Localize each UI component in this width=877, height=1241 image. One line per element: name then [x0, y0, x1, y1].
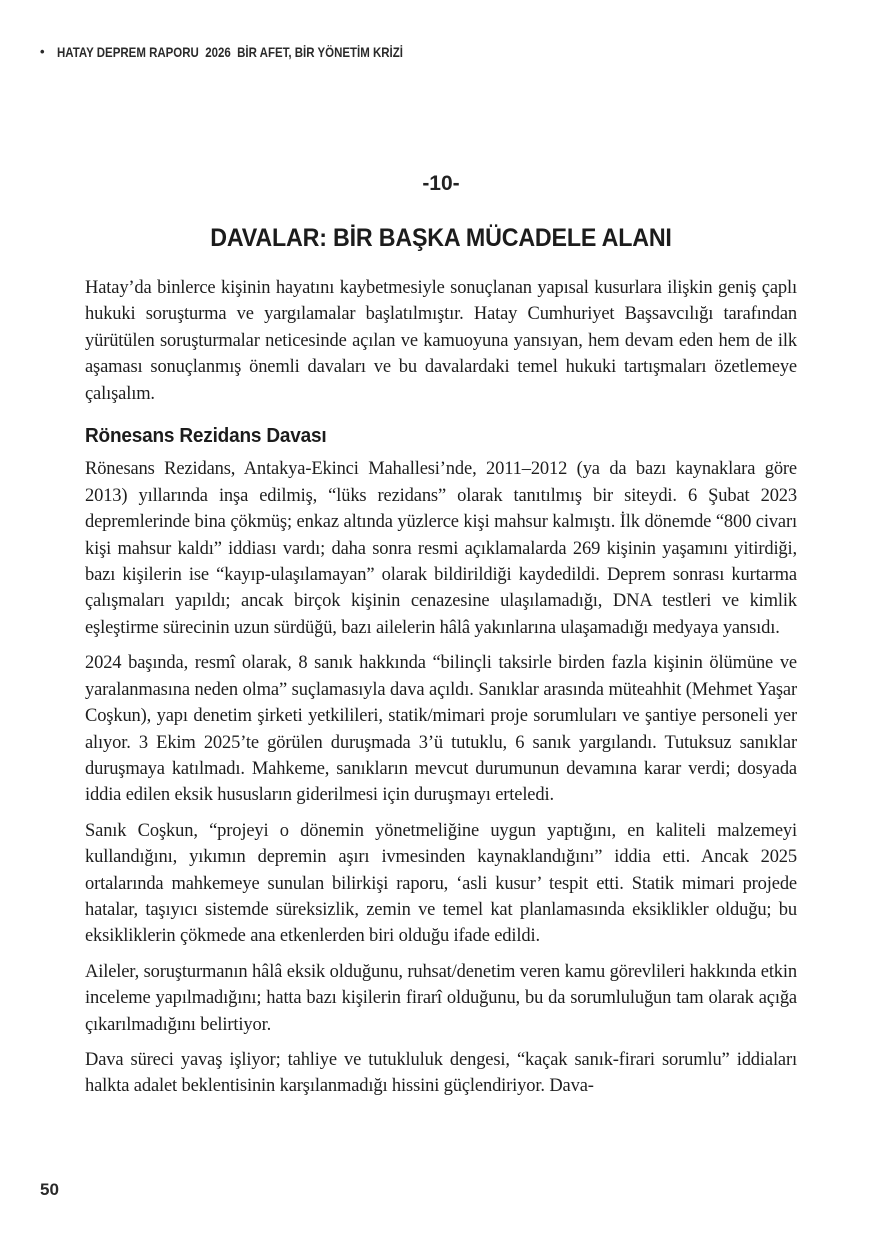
page-number: 50 — [40, 1180, 59, 1199]
page-body — [85, 172, 797, 1100]
running-header-title: HATAY DEPREM RAPORU 2026 BİR AFET, BİR YÖNETİM KRİZİ — [56, 44, 403, 60]
paragraph: Rönesans Rezidans, Antakya-Ekinci Mahallesi’nde, 2011–2012 (ya da bazı kaynaklara göre 2013) yıllarında inşa edilmiş, “lüks rezidans” olarak tanıtılmış bir siteydi. 6 Şubat 2023 depremlerinde bina çökmüş; enkaz altında yüzlerce kişi mahsur kalmıştı. İlk dönemde “800 civarı kişi mahsur kaldı” iddiası vardı; daha sonra resmi açıklamalarda 269 kişinin yaşamını yitirdiği, bazı kişilerin ise “kayıp-ulaşılamayan” olarak bildirildiği kaydedildi. Deprem sonrası kurtarma çalışmaları yapıldı; ancak birçok kişinin cenazesine ulaşılamadığı, DNA testleri ve kimlik eşleştirme sürecinin uzun sürdüğü, bazı ailelerin hâlâ yakınlarına ulaşamadığı medyaya yansıdı. — [85, 459, 797, 638]
chapter-title: DAVALAR: BİR BAŞKA MÜCADELE ALANI — [210, 224, 672, 252]
section-subheading: Rönesans Rezidans Davası — [85, 425, 327, 448]
running-header — [40, 44, 795, 60]
paragraph: 2024 başında, resmî olarak, 8 sanık hakkında “bilinçli taksirle birden fazla kişinin ölümüne ve yaralanmasına neden olma” suçlamasıyla dava açıldı. Sanıklar arasında müteahhit (Mehmet Yaşar Coşkun), yapı denetim şirketi yetkilileri, statik/mimari proje sorumluları ve şantiye personeli yer alıyor. 3 Ekim 2025’te görülen duruşmada 3’ü tutuklu, 6 sanık yargılandı. Tutuksuz sanıklar duruşmaya katılmadı. Mahkeme, sanıkların mevcut durumunun devamına karar verdi; dosyada iddia edilen eksik hususların giderilmesi için duruşmayı erteledi. — [85, 653, 797, 806]
paragraph: Aileler, soruşturmanın hâlâ eksik olduğunu, ruhsat/denetim veren kamu görevlileri hakkında etkin inceleme yapılmadığını; hatta bazı kişilerin firarî olduğunu, bu da sorumluluğun tam olarak açığa çıkarılmadığını belirtiyor. — [85, 961, 797, 1035]
paragraph: Dava süreci yavaş işliyor; tahliye ve tutukluluk dengesi, “kaçak sanık-firari sorumlu” iddiaları halkta adalet beklentisinin karşılanmadığı hissini güçlendiriyor. Dava- — [85, 1049, 797, 1097]
section-number: -10- — [422, 172, 460, 195]
intro-paragraph: Hatay’da binlerce kişinin hayatını kaybetmesiyle sonuçlanan yapısal kusurlara ilişkin geniş çaplı hukuki soruşturma ve yargılamalar başlatılmıştır. Hatay Cumhuriyet Başsavcılığı tarafından yürütülen soruşturmalar neticesinde açılan ve kamuoyuna yansıyan, hem devam eden hem de ilk aşaması sonuçlanmış önemli davaları ve bu davalardaki temel hukuki tartışmaları özetlemeye çalışalım. — [85, 278, 797, 404]
body-text — [85, 275, 797, 1100]
header-bullet-icon: • — [40, 43, 45, 59]
paragraph: Sanık Coşkun, “projeyi o dönemin yönetmeliğine uygun yaptığını, en kaliteli malzemeyi kullandığını, yıkımın depremin aşırı ivmesinden kaynaklandığını” iddia etti. Ancak 2025 ortalarında mahkemeye sunulan bilirkişi raporu, ‘asli kusur’ tespit etti. Statik mimari projede hatalar, taşıyıcı sistemde süreksizlik, zemin ve temel kat planlamasında eksiklikler olduğu; bu eksikliklerin çökmede ana etkenlerden biri olduğu ifade edildi. — [85, 820, 797, 947]
